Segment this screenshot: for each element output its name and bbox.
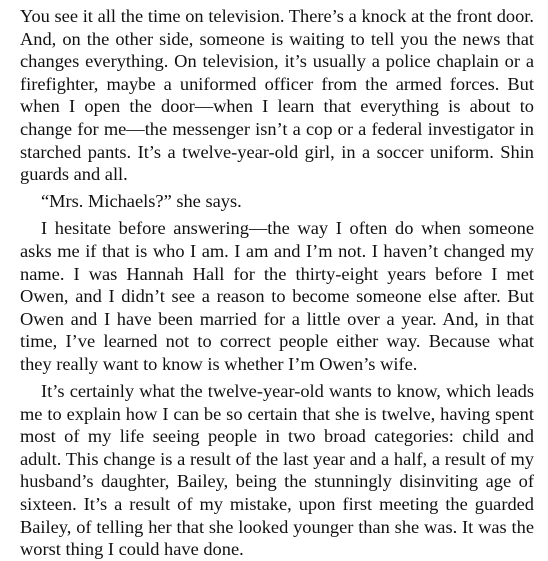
document-page [20,5,534,561]
paragraph-3: I hesitate before answering—the way I often do when someone asks me if that is who I am. I am and I’m not. I haven’t changed my name. I was Hannah Hall for the thirty-eight years before I met Owen, and I didn’t see a reason to become someone else after. But Owen and I have been married for a little over a year. And, in that time, I’ve learned not to correct people either way. Because what they really want to know is whether I’m Owen’s wife. [20,218,534,374]
paragraph-1: You see it all the time on television. There’s a knock at the front door. And, on the other side, someone is waiting to tell you the news that changes everything. On television, it’s usually a police chaplain or a firefighter, maybe a uniformed officer from the armed forces. But when I open the door—when I learn that everything is about to change for me—the messenger isn’t a cop or a federal investigator in starched pants. It’s a twelve-year-old girl, in a soccer uniform. Shin guards and all. [20,6,534,185]
paragraph-4: It’s certainly what the twelve-year-old wants to know, which leads me to explain how I can be so certain that she is twelve, having spent most of my life seeing people in two broad categories: child and adult. This change is a result of the last year and a half, a result of my husband’s daughter, Bailey, being the stunningly disinviting age of sixteen. It’s a result of my mistake, upon first meeting the guarded Bailey, of telling her that she looked younger than she was. It was the worst thing I could have done. [20,381,534,560]
paragraph-2: “Mrs. Michaels?” she says. [41,191,242,212]
